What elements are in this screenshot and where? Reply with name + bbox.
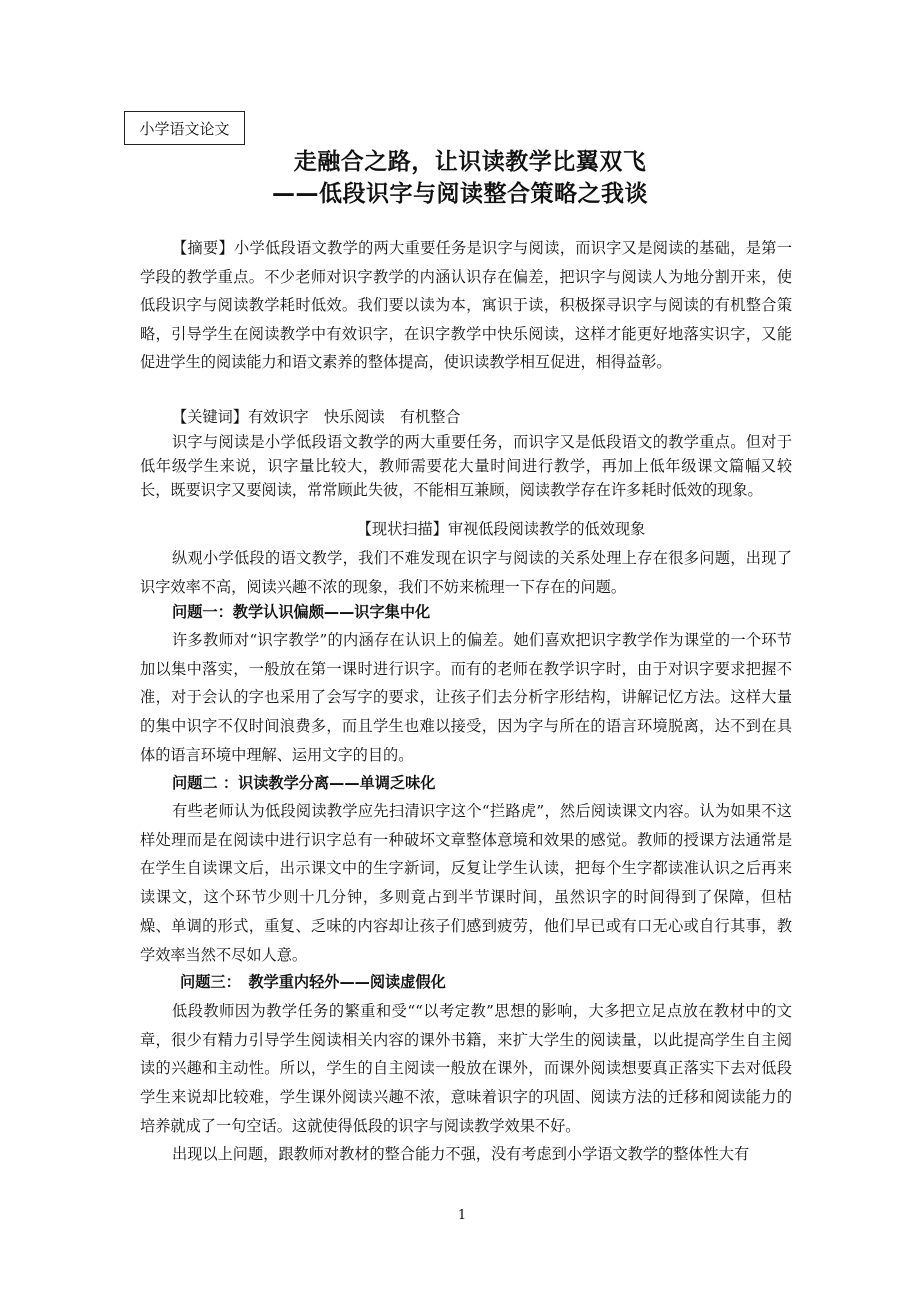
document-title: 走融合之路，让识读教学比翼双飞 [293,149,647,175]
closing-paragraph: 出现以上问题，跟教师对教材的整合能力不强，没有考虑到小学语文教学的整体性大有 [172,1145,750,1163]
section-heading: 【现状扫描】审视低段阅读教学的低效现象 [356,520,646,538]
problem-two-heading: 问题二 ：识读教学分离——单调乏味化 [172,774,436,792]
page-number: 1 [457,1208,467,1223]
intro-paragraph: 识字与阅读是小学低段语文教学的两大重要任务，而识字又是低段语文的教学重点。但对于低年级学生来说，识字量比较大，教师需要花大量时间进行教学，再加上低年级课文篇幅又较长，既要识字又要阅读，常常顾此失彼，不能相互兼顾，阅读教学存在许多耗时低效的现象。 [140,433,792,499]
problem-three-heading: 问题三： 教学重内轻外——阅读虚假化 [180,973,446,991]
problem-two-paragraph: 有些老师认为低段阅读教学应先扫清识字这个“拦路虎”，然后阅读课文内容。认为如果不这样处理而是在阅读中进行识字总有一种破坏文章整体意境和效果的感觉。教师的授课方法通常是在学生自读课文后，出示课文中的生字新词，反复让学生认读，把每个生字都读准认识之后再来读课文，这个环节少则十几分钟，多则竟占到半节课时间，虽然识字的时间得到了保障，但枯燥、单调的形式，重复、乏味的内容却让孩子们感到疲劳，他们早已或有口无心或自行其事，教学效率当然不尽如人意。 [140,802,792,964]
abstract-paragraph: 【摘要】小学低段语文教学的两大重要任务是识字与阅读，而识字又是阅读的基础，是第一学段的教学重点。不少老师对识字教学的内涵认识存在偏差，把识字与阅读人为地分割开来，使低段识字与阅读教学耗时低效。我们要以读为本，寓识于读，积极探寻识字与阅读的有机整合策略，引导学生在阅读教学中有效识字，在识字教学中快乐阅读，这样才能更好地落实识字，又能促进学生的阅读能力和语文素养的整体提高，使识读教学相互促进，相得益彰。 [140,239,792,371]
problem-three-paragraph: 低段教师因为教学任务的繁重和受““以考定教”思想的影响，大多把立足点放在教材中的文章，很少有精力引导学生阅读相关内容的课外书籍，来扩大学生的阅读量，以此提高学生自主阅读的兴趣和主动性。所以，学生的自主阅读一般放在课外，而课外阅读想要真正落实下去对低段学生来说却比较难，学生课外阅读兴趣不浓，意味着识字的巩固、阅读方法的迁移和阅读能力的培养就成了一句空话。这就使得低段的识字与阅读教学效果不好。 [140,1002,792,1135]
document-subtitle: ——低段识字与阅读整合策略之我谈 [272,181,648,207]
category-tag: 小学语文论文 [124,111,245,145]
overview-paragraph: 纵观小学低段的语文教学，我们不难发现在识字与阅读的关系处理上存在很多问题，出现了识字效率不高，阅读兴趣不浓的现象，我们不妨来梳理一下存在的问题。 [140,549,792,596]
problem-one-heading: 问题一：教学认识偏颇——识字集中化 [172,603,431,621]
problem-one-paragraph: 许多教师对“识字教学”的内涵存在认识上的偏差。她们喜欢把识字教学作为课堂的一个环节加以集中落实，一般放在第一课时进行识字。而有的老师在教学识字时，由于对识字要求把握不准，对于会认的字也采用了会写字的要求，让孩子们去分析字形结构，讲解记忆方法。这样大量的集中识字不仅时间浪费多，而且学生也难以接受，因为字与所在的语言环境脱离，达不到在具体的语言环境中理解、运用文字的目的。 [140,631,792,764]
keywords-line: 【关键词】有效识字 快乐阅读 有机整合 [172,408,461,426]
